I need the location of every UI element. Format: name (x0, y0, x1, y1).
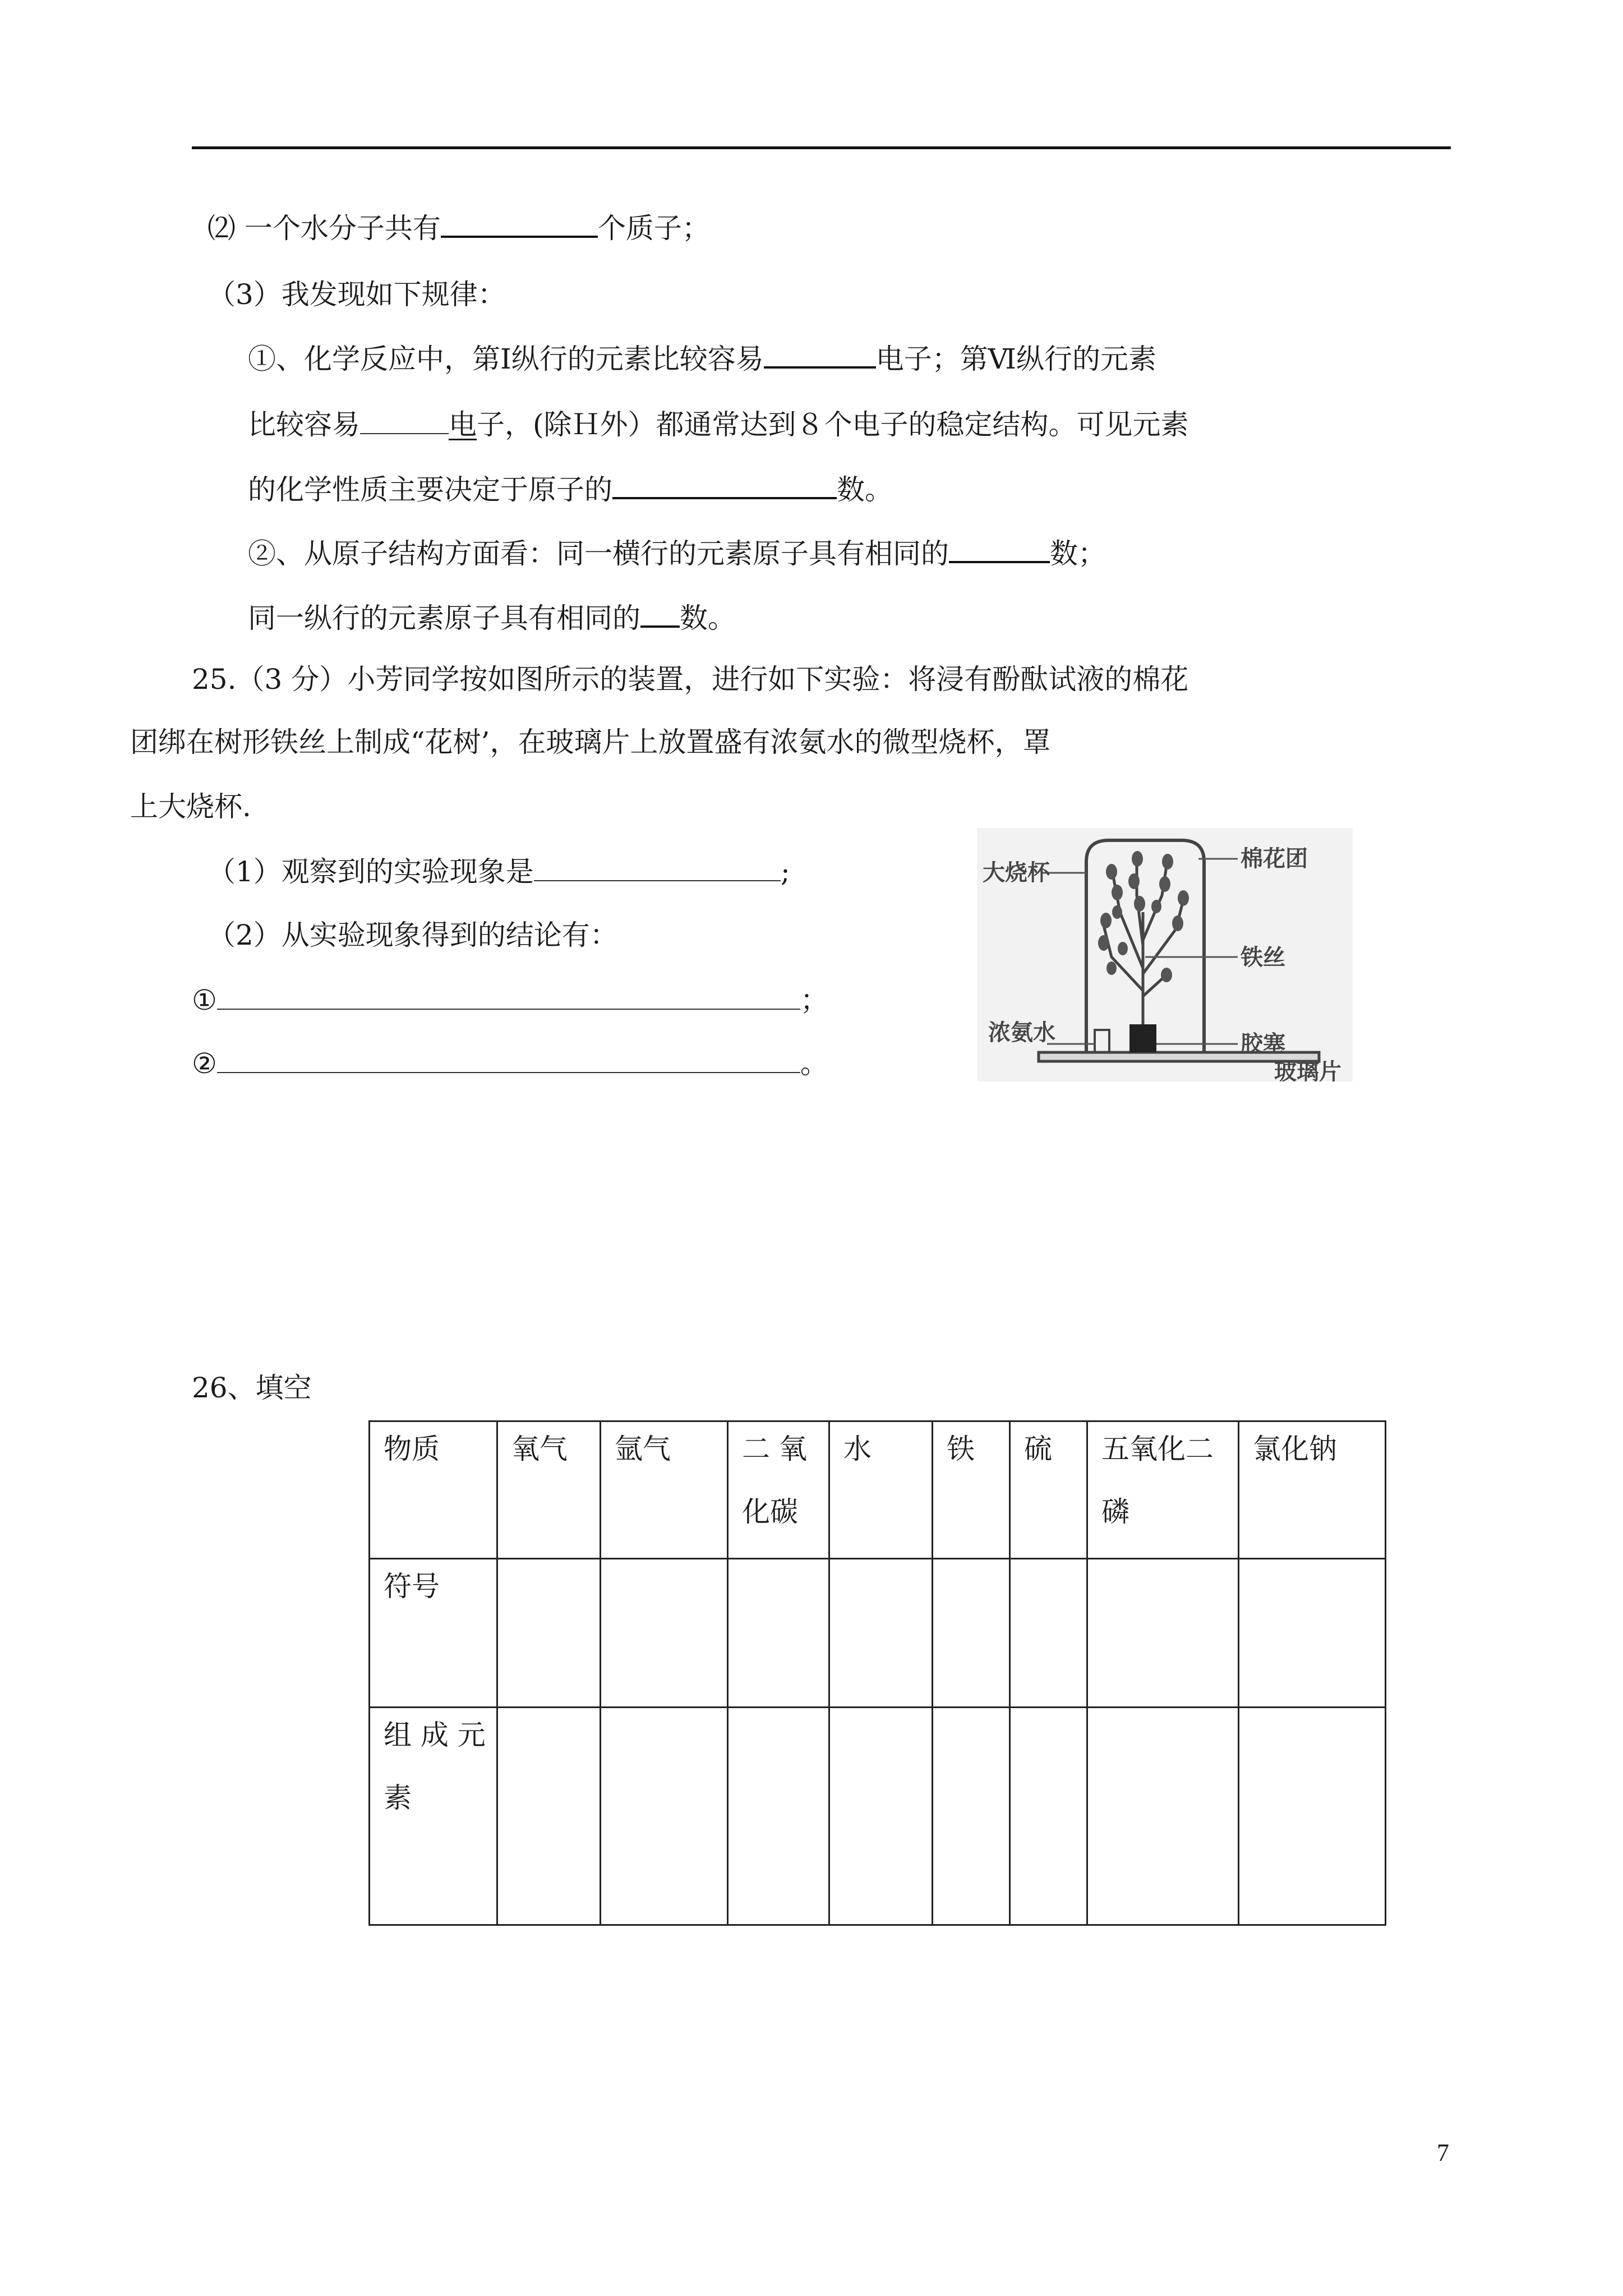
q24-proton-line: ⑵ 一个水分子共有 个质子； (208, 209, 710, 246)
q24-rule1-line2: 比较容易 电子，(除Ｈ外）都通常达到８个电子的稳定结构。可见元素 (248, 406, 1189, 442)
answer-cell[interactable] (728, 1559, 829, 1708)
answer-cell[interactable] (497, 1708, 601, 1925)
conclusion-blank[interactable] (217, 982, 800, 1010)
conclusion-blank[interactable] (217, 1045, 800, 1073)
q24-rule1-line3: 的化学性质主要决定于原子的 数。 (248, 470, 893, 507)
answer-cell[interactable] (1239, 1708, 1386, 1925)
label-big-beaker: 大烧杯 (983, 860, 1050, 886)
header-cell: 铁 (933, 1421, 1010, 1559)
label-rubber-stopper: 胶塞 (1241, 1031, 1285, 1057)
header-cell: 氧气 (497, 1421, 601, 1559)
answer-blank[interactable] (640, 599, 680, 628)
label-cotton: 棉花团 (1241, 846, 1308, 872)
answer-blank[interactable] (612, 470, 837, 499)
q25-conclusion-2: ② 。 (192, 1045, 828, 1081)
table-row-symbol (370, 1559, 1386, 1708)
answer-cell[interactable] (1010, 1559, 1087, 1708)
header-rule (192, 146, 1451, 149)
table-row-substance (370, 1421, 1386, 1559)
header-cell: 氩气 (601, 1421, 728, 1559)
observation-blank[interactable] (534, 853, 781, 881)
small-beaker-shape (1095, 1030, 1109, 1052)
q25-conclusion-title: （2）从实验现象得到的结论有： (208, 919, 618, 951)
header-cell: 硫 (1010, 1421, 1087, 1559)
header-cell: 物质 (370, 1421, 497, 1559)
answer-cell[interactable] (933, 1559, 1010, 1708)
experiment-figure (977, 828, 1353, 1082)
q25-observation-line: （1）观察到的实验现象是 ; (208, 853, 790, 889)
answer-cell[interactable] (1087, 1559, 1239, 1708)
row-label-elements: 组 成 元 素 (370, 1708, 497, 1925)
table-row-elements (370, 1708, 1386, 1925)
q24-rule1-line1: ①、化学反应中，第Ⅰ纵行的元素比较容易 电子；第Ⅵ纵行的元素 (248, 339, 1156, 376)
answer-blank[interactable] (360, 406, 449, 434)
header-cell: 二 氧 化碳 (728, 1421, 829, 1559)
answer-cell[interactable] (1010, 1708, 1087, 1925)
answer-cell[interactable] (497, 1559, 601, 1708)
answer-cell[interactable] (1239, 1559, 1386, 1708)
answer-cell[interactable] (728, 1708, 829, 1925)
answer-blank[interactable] (949, 534, 1050, 563)
q25-conclusion-1: ① ； (192, 982, 828, 1018)
answer-blank[interactable] (764, 339, 876, 369)
answer-cell[interactable] (829, 1559, 933, 1708)
answer-cell[interactable] (933, 1708, 1010, 1925)
header-cell: 五氧化二磷 (1087, 1421, 1239, 1559)
header-cell: 氯化钠 (1239, 1421, 1386, 1559)
label-iron-wire: 铁丝 (1241, 945, 1285, 970)
page-number: 7 (1437, 2139, 1449, 2166)
flower-tree-apparatus (977, 828, 1353, 1082)
label-ammonia: 浓氨水 (988, 1020, 1055, 1046)
substance-table (368, 1420, 1386, 1926)
rubber-stopper-shape (1129, 1024, 1156, 1052)
q25-stem-line1: 25.（3 分）小芳同学按如图所示的装置，进行如下实验：将浸有酚酞试液的棉花 (192, 663, 1189, 696)
answer-cell[interactable] (829, 1708, 933, 1925)
answer-cell[interactable] (1087, 1708, 1239, 1925)
q24-rule2-line1: ②、从原子结构方面看：同一横行的元素原子具有相同的 数； (248, 534, 1106, 571)
q26-title: 26、填空 (192, 1372, 312, 1404)
q25-stem-line2: 团绑在树形铁丝上制成“花树’，在玻璃片上放置盛有浓氨水的微型烧杯，罩 (130, 726, 1051, 758)
iron-wire-tree-shape (1103, 856, 1184, 1024)
answer-cell[interactable] (601, 1708, 728, 1925)
row-label-symbol: 符号 (370, 1559, 497, 1708)
q25-stem-line3: 上大烧杯. (130, 790, 251, 823)
label-glass-plate: 玻璃片 (1274, 1059, 1341, 1082)
answer-blank[interactable] (441, 209, 598, 238)
q24-rule2-line2: 同一纵行的元素原子具有相同的 数。 (248, 599, 736, 636)
header-cell: 水 (829, 1421, 933, 1559)
q24-rule-title: （3）我发现如下规律： (208, 278, 506, 311)
answer-cell[interactable] (601, 1559, 728, 1708)
